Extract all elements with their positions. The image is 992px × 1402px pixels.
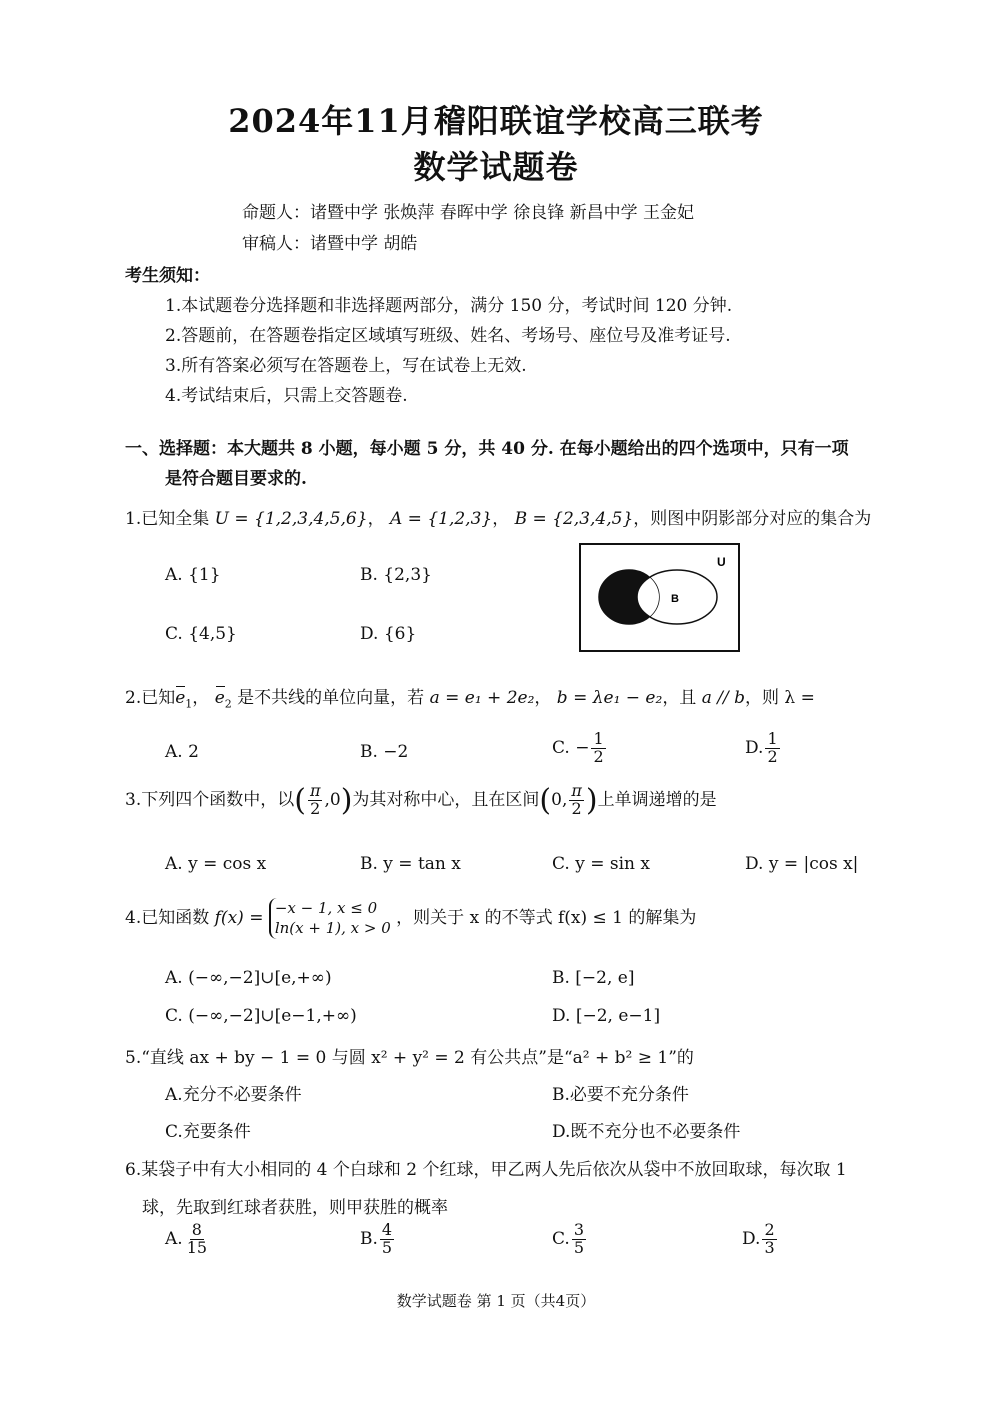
q2-e2: e [214,688,225,708]
q6-option-a-label: A. [165,1228,183,1249]
q5-option-a: A.充分不必要条件 [165,1085,302,1105]
q2-option-a: A. 2 [165,742,199,762]
q2-e1-sub: 1 [185,697,193,711]
q6-option-a-fraction: $\frac{8}{15}$ [186,1220,208,1257]
notice-item-4: 4.考试结束后，只需上交答题卷. [165,386,408,406]
q2-option-c-label: C. − [552,737,590,758]
q1-option-c: C. {4,5} [165,624,237,644]
q6-option-b [360,1222,396,1257]
notice-item-1: 1.本试题卷分选择题和非选择题两部分，满分 150 分，考试时间 120 分钟. [165,296,733,316]
q4-suffix: ，则关于 x 的不等式 f(x) ≤ 1 的解集为 [396,907,697,928]
q1-set-u: U = {1,2,3,4,5,6} [214,509,368,529]
venn-label-b: B [671,593,679,605]
q3-option-d: D. y = |cos x| [745,854,859,874]
q4-prefix: 4.已知函数 [125,907,210,928]
q6-option-d-label: D. [742,1228,761,1249]
page-title: 2024年11月稽阳联谊学校高三联考 [228,102,764,140]
question-1-stem [125,504,871,529]
page-footer: 数学试题卷 第 1 页（共4页） [396,1292,596,1310]
q6-option-c [552,1222,588,1257]
q1-option-d: D. {6} [360,624,417,644]
q3-middle: 为其对称中心，且在区间 [352,790,540,810]
q6-option-c-label: C. [552,1228,570,1249]
q6-option-d-fraction: $\frac{2}{3}$ [764,1220,775,1257]
q2-suffix: ，则 λ = [745,688,815,708]
q4-case-2: ln(x + 1), x > 0 [274,919,391,938]
q1-suffix: ，则图中阴影部分对应的集合为 [633,509,872,529]
q6-option-d [742,1222,779,1257]
q2-and: ，且 [662,688,697,708]
authors-line: 命题人：诸暨中学 张焕萍 春晖中学 徐良锋 新昌中学 王金妃 [242,203,695,223]
q3-suffix: 上单调递增的是 [597,790,717,810]
q2-option-c [552,731,608,766]
q3-interval-fraction: $\frac{\pi}{2}$ [571,781,582,818]
q4-option-a: A. (−∞,−2]∪[e,+∞) [165,968,332,988]
q3-interval-head: 0, [551,790,568,810]
q2-a-equation: a = e₁ + 2e₂ [429,688,535,708]
q4-piecewise [269,898,391,939]
q5-option-c: C.充要条件 [165,1122,251,1142]
q5-option-d: D.既不充分也不必要条件 [552,1122,741,1142]
q2-parallel: a // b [701,688,745,708]
q6-option-a [165,1222,211,1257]
q4-case-1: −x − 1, x ≤ 0 [274,899,378,917]
q3-option-b: B. y = tan x [360,854,461,874]
q6-option-c-fraction: $\frac{3}{5}$ [573,1220,584,1257]
q3-center-tail: ,0 [324,790,341,810]
q1-sep-2: ， [492,509,510,529]
section-heading-line2: 是符合题目要求的. [165,469,307,489]
q2-option-d [745,731,782,766]
q5-option-b: B.必要不充分条件 [552,1085,689,1105]
section-heading-line1: 一、选择题：本大题共 8 小题，每小题 5 分，共 40 分. 在每小题给出的四个选项中，只有一项 [125,439,849,459]
q2-comma: ， [192,688,210,708]
q4-function: f(x) = [214,907,264,928]
question-6-line-2: 球，先取到红球者获胜，则甲获胜的概率 [142,1198,448,1218]
q1-option-b: B. {2,3} [360,565,432,585]
notice-heading: 考生须知： [125,266,210,286]
notice-item-2: 2.答题前，在答题卷指定区域填写班级、姓名、考场号、座位号及准考证号. [165,326,731,346]
q1-set-b: B = {2,3,4,5} [514,509,634,529]
q4-option-d: D. [−2, e−1] [552,1006,661,1026]
q2-e1: e [175,688,186,708]
q2-middle: 是不共线的单位向量，若 [237,688,425,708]
q2-b-equation: b = λe₁ − e₂ [556,688,663,708]
page-subtitle: 数学试题卷 [413,148,579,186]
q2-option-c-fraction: $\frac{1}{2}$ [593,729,604,766]
notice-item-3: 3.所有答案必须写在答题卷上，写在试卷上无效. [165,356,527,376]
q6-option-b-fraction: $\frac{4}{5}$ [381,1220,393,1257]
question-5-stem: 5.“直线 ax + by − 1 = 0 与圆 x² + y² = 2 有公共点”是“a² + b² ≥ 1”的 [125,1048,694,1068]
q3-center-fraction: $\frac{\pi}{2}$ [309,781,321,818]
q2-option-d-fraction: $\frac{1}{2}$ [767,729,778,766]
reviewer-line: 审稿人：诸暨中学 胡皓 [242,234,418,254]
q1-sep-1: ， [367,509,385,529]
q1-option-a: A. {1} [165,565,221,585]
q4-option-b: B. [−2, e] [552,968,635,988]
q2-prefix: 2.已知 [125,688,176,708]
q2-sep: ， [534,688,552,708]
q3-prefix: 3.下列四个函数中，以 [125,790,295,810]
q1-set-a: A = {1,2,3} [389,509,493,529]
q6-option-b-label: B. [360,1228,378,1249]
q2-e2-sub: 2 [224,697,232,711]
q3-option-c: C. y = sin x [552,854,650,874]
question-3-stem: 3.下列四个函数中，以( $\frac{\pi}{2}$ ,0)为其对称中心，且在区间(0, $\frac{\pi}{2}$ )上单调递增的是 [125,781,717,818]
question-2-stem [125,683,815,710]
q3-option-a: A. y = cos x [165,854,267,874]
q4-option-c: C. (−∞,−2]∪[e−1,+∞) [165,1006,357,1026]
venn-label-u: U [717,555,726,569]
q2-option-d-label: D. [745,737,764,758]
venn-diagram [579,543,741,653]
q2-option-b: B. −2 [360,742,409,762]
question-4-stem [125,898,696,939]
question-6-line-1: 6.某袋子中有大小相同的 4 个白球和 2 个红球，甲乙两人先后依次从袋中不放回取球，每次取 1 [125,1160,847,1180]
q1-prefix: 1.已知全集 [125,509,210,529]
